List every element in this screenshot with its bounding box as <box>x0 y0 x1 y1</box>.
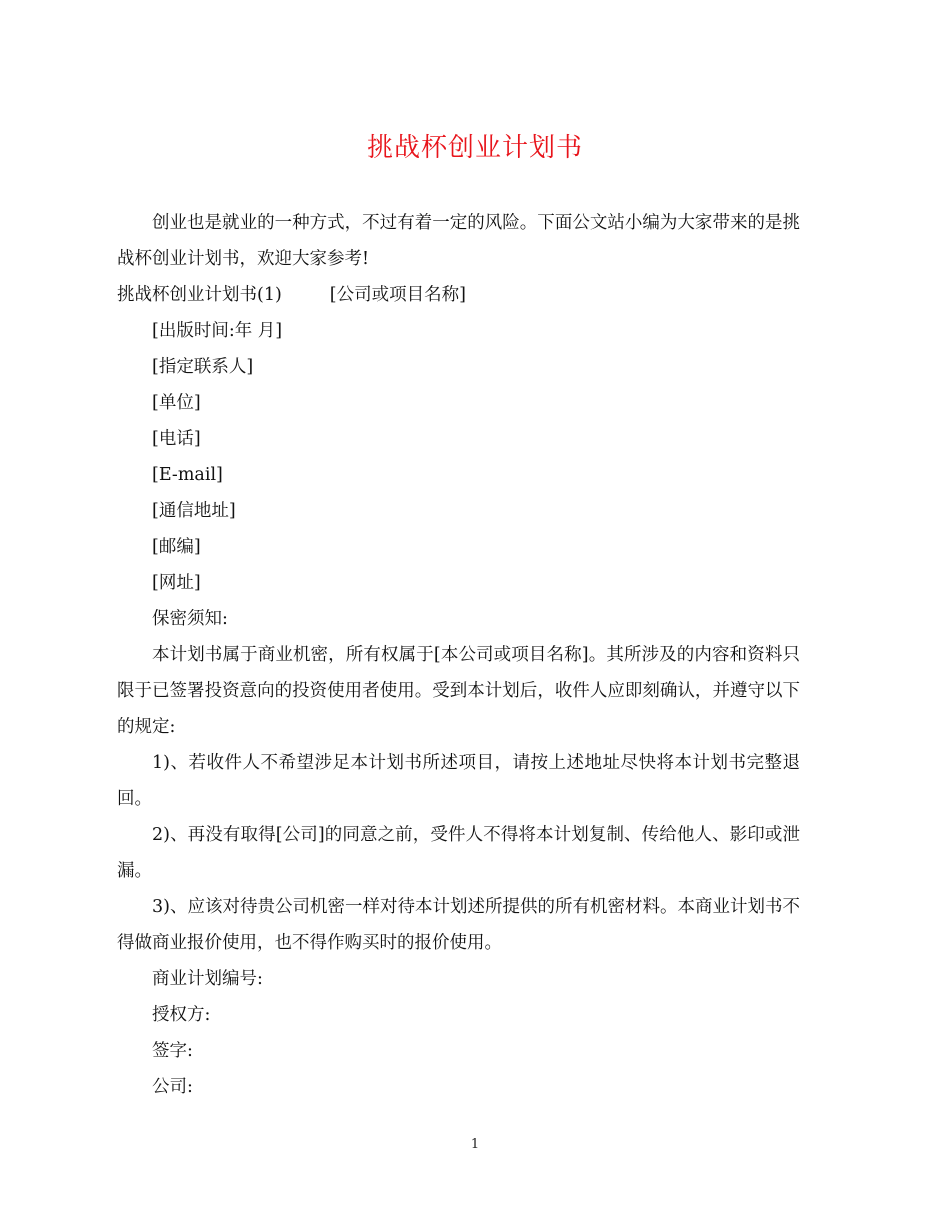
page-number: 1 <box>470 1137 480 1152</box>
field-postcode: [邮编] <box>152 537 201 557</box>
field-address: [通信地址] <box>152 501 236 521</box>
section-heading: 挑战杯创业计划书(1) <box>117 285 282 305</box>
document-title: 挑战杯创业计划书 <box>366 133 583 163</box>
rule-1: 1)、若收件人不希望涉足本计划书所述项目，请按上述地址尽快将本计划书完整退回。 <box>117 753 800 809</box>
field-publish-date: [出版时间:年 月] <box>152 321 283 341</box>
sign-plan-number: 商业计划编号: <box>152 969 263 989</box>
sign-company: 公司: <box>152 1077 193 1097</box>
field-email: [E-mail] <box>152 465 223 485</box>
field-website: [网址] <box>152 573 201 593</box>
company-field: [公司或项目名称] <box>329 285 466 305</box>
confidential-heading: 保密须知: <box>152 609 228 629</box>
sign-authorizer: 授权方: <box>152 1005 211 1025</box>
sign-signature: 签字: <box>152 1041 193 1061</box>
field-unit: [单位] <box>152 393 201 413</box>
section-heading-line <box>117 277 800 313</box>
document-body <box>117 205 800 1105</box>
rule-2: 2)、再没有取得[公司]的同意之前，受件人不得将本计划复制、传给他人、影印或泄漏。 <box>117 825 800 881</box>
rule-3: 3)、应该对待贵公司机密一样对待本计划述所提供的所有机密材料。本商业计划书不得做商业报价使用，也不得作购买时的报价使用。 <box>117 897 800 953</box>
confidential-paragraph: 本计划书属于商业机密，所有权属于[本公司或项目名称]。其所涉及的内容和资料只限于已签署投资意向的投资使用者使用。受到本计划后，收件人应即刻确认，并遵守以下的规定: <box>117 645 800 737</box>
field-contact: [指定联系人] <box>152 357 254 377</box>
field-phone: [电话] <box>152 429 201 449</box>
intro-paragraph: 创业也是就业的一种方式，不过有着一定的风险。下面公文站小编为大家带来的是挑战杯创业计划书，欢迎大家参考! <box>117 213 800 269</box>
